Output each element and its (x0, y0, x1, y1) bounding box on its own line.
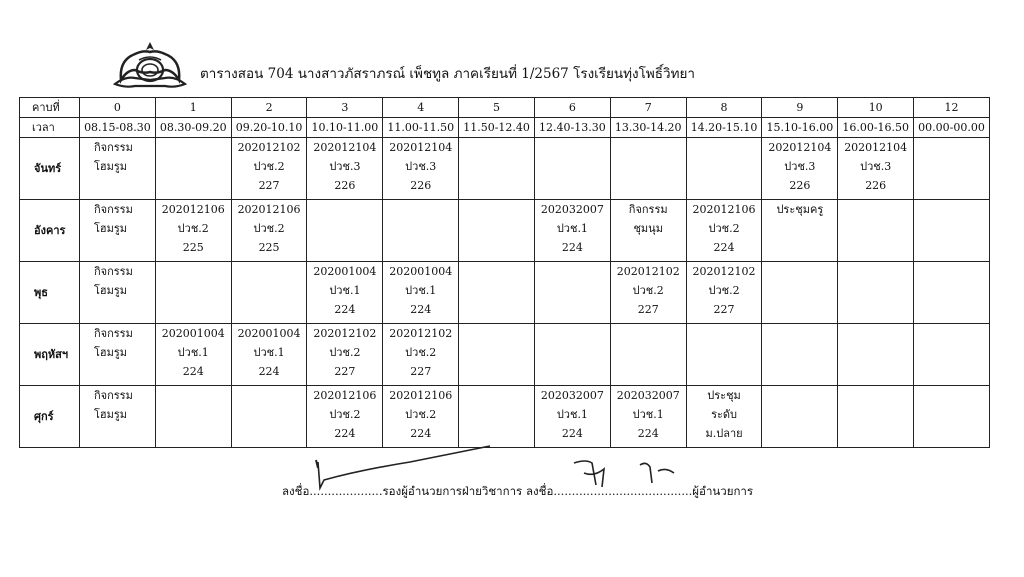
cell-line: ปวช.2 (632, 284, 664, 297)
cell-line: 227 (334, 365, 356, 378)
schedule-cell (610, 138, 686, 200)
cell-line: กิจกรรม (94, 327, 133, 340)
cell-line: 224 (334, 427, 356, 440)
sign-prefix: ลงชื่อ (526, 484, 554, 498)
vice-director-sign-line (282, 483, 522, 501)
cell-line: 202012102 (313, 327, 377, 340)
schedule-cell (383, 262, 459, 324)
schedule-cell (686, 324, 762, 386)
schedule-cell (383, 324, 459, 386)
time-slot: 09.20-10.10 (231, 118, 307, 138)
schedule-cell (231, 386, 307, 448)
cell-line: ปวช.3 (329, 160, 361, 173)
schedule-cell (155, 386, 231, 448)
school-logo-icon (113, 40, 187, 90)
director-sign-line (526, 483, 753, 501)
cell-line: 224 (410, 303, 432, 316)
cell-line: ปวช.1 (405, 284, 437, 297)
cell-line: ปวช.1 (177, 346, 209, 359)
schedule-cell (838, 324, 914, 386)
schedule-cell (231, 262, 307, 324)
schedule-cell (762, 262, 838, 324)
schedule-cell (914, 138, 990, 200)
period-number: 3 (307, 98, 383, 118)
cell-line: ปวช.3 (860, 160, 892, 173)
cell-line: 224 (561, 241, 583, 254)
schedule-cell (914, 324, 990, 386)
time-slot: 10.10-11.00 (307, 118, 383, 138)
cell-line: 226 (334, 179, 356, 192)
cell-line: 227 (637, 303, 659, 316)
time-slot: 13.30-14.20 (610, 118, 686, 138)
schedule-cell (383, 138, 459, 200)
schedule-cell (762, 200, 838, 262)
cell-line: 202012102 (237, 141, 301, 154)
period-number: 10 (838, 98, 914, 118)
cell-line: ปวช.1 (632, 408, 664, 421)
cell-line: 226 (865, 179, 887, 192)
schedule-cell (459, 324, 535, 386)
cell-line: 224 (182, 365, 204, 378)
schedule-cell (914, 200, 990, 262)
schedule-cell (838, 262, 914, 324)
schedule-cell (459, 200, 535, 262)
sign-dots: .................... (309, 484, 383, 498)
cell-line: 224 (334, 303, 356, 316)
period-number: 8 (686, 98, 762, 118)
table-row (20, 200, 990, 262)
cell-line: ปวช.1 (329, 284, 361, 297)
cell-line: โฮมรูม (94, 222, 128, 235)
cell-line: 224 (410, 427, 432, 440)
schedule-cell (307, 262, 383, 324)
day-name: อังคาร (20, 200, 80, 262)
director-role: ผู้อำนวยการ (692, 484, 754, 498)
period-label: คาบที่ (20, 98, 80, 118)
cell-line: 202012104 (389, 141, 453, 154)
schedule-cell (231, 200, 307, 262)
table-row (20, 262, 990, 324)
cell-line: โฮมรูม (94, 408, 128, 421)
cell-line: 202001004 (389, 265, 453, 278)
time-header-row (20, 118, 990, 138)
schedule-cell (762, 386, 838, 448)
schedule-cell (534, 386, 610, 448)
cell-line: ปวช.2 (253, 160, 285, 173)
timetable (19, 97, 990, 448)
schedule-cell (914, 386, 990, 448)
period-number: 12 (914, 98, 990, 118)
sign-prefix: ลงชื่อ (282, 484, 310, 498)
cell-line: ปวช.3 (784, 160, 816, 173)
schedule-cell (534, 200, 610, 262)
time-slot: 08.15-08.30 (80, 118, 156, 138)
schedule-cell (155, 262, 231, 324)
cell-line: 224 (637, 427, 659, 440)
cell-line: โฮมรูม (94, 284, 128, 297)
time-slot: 16.00-16.50 (838, 118, 914, 138)
schedule-cell (80, 138, 156, 200)
cell-line: กิจกรรม (94, 389, 133, 402)
cell-line: 202032007 (540, 389, 604, 402)
cell-line: ชุมนุม (633, 222, 663, 235)
cell-line: 202012106 (237, 203, 301, 216)
schedule-cell (914, 262, 990, 324)
cell-line: 227 (410, 365, 432, 378)
schedule-cell (686, 262, 762, 324)
cell-line: 202001004 (237, 327, 301, 340)
day-name: พฤหัสฯ (20, 324, 80, 386)
cell-line: ปวช.2 (329, 408, 361, 421)
cell-line: กิจกรรม (628, 203, 668, 216)
schedule-cell (838, 200, 914, 262)
cell-line: 227 (258, 179, 280, 192)
cell-line: กิจกรรม (94, 203, 133, 216)
cell-line: ปวช.2 (253, 222, 285, 235)
cell-line: ปวช.2 (329, 346, 361, 359)
cell-line: ปวช.1 (253, 346, 285, 359)
schedule-cell (534, 262, 610, 324)
schedule-cell (459, 138, 535, 200)
schedule-cell (686, 200, 762, 262)
table-row (20, 386, 990, 448)
cell-line: ประชุม (707, 389, 741, 402)
schedule-cell (459, 262, 535, 324)
cell-line: 202001004 (161, 327, 225, 340)
day-name: พุธ (20, 262, 80, 324)
time-slot: 14.20-15.10 (686, 118, 762, 138)
cell-line: 202001004 (313, 265, 377, 278)
period-number: 2 (231, 98, 307, 118)
page-title: ตารางสอน 704 นางสาวภัสราภรณ์ เพ็ชทูล ภาคเรียนที่ 1/2567 โรงเรียนทุ่งโพธิ์วิทยา (200, 66, 696, 82)
cell-line: ม.ปลาย (705, 427, 743, 440)
cell-line: 225 (182, 241, 204, 254)
cell-line: 202012106 (161, 203, 225, 216)
schedule-cell (610, 386, 686, 448)
cell-line: 202012106 (313, 389, 377, 402)
cell-line: ปวช.1 (556, 408, 588, 421)
cell-line: 202012102 (389, 327, 453, 340)
time-slot: 15.10-16.00 (762, 118, 838, 138)
cell-line: ปวช.2 (405, 408, 437, 421)
cell-line: 202012106 (389, 389, 453, 402)
table-row (20, 324, 990, 386)
cell-line: โฮมรูม (94, 346, 128, 359)
cell-line: 227 (713, 303, 735, 316)
schedule-cell (80, 386, 156, 448)
schedule-cell (534, 138, 610, 200)
period-number: 6 (534, 98, 610, 118)
cell-line: ปวช.3 (405, 160, 437, 173)
day-name: ศุกร์ (20, 386, 80, 448)
period-number: 7 (610, 98, 686, 118)
schedule-cell (307, 324, 383, 386)
time-slot: 08.30-09.20 (155, 118, 231, 138)
schedule-cell (610, 200, 686, 262)
cell-line: ปวช.2 (405, 346, 437, 359)
cell-line: 224 (258, 365, 280, 378)
cell-line: 202032007 (540, 203, 604, 216)
schedule-cell (762, 324, 838, 386)
cell-line: ปวช.1 (556, 222, 588, 235)
schedule-cell (231, 324, 307, 386)
cell-line: 202012106 (692, 203, 756, 216)
cell-line: 202012102 (692, 265, 756, 278)
cell-line: 224 (561, 427, 583, 440)
period-number: 4 (383, 98, 459, 118)
cell-line: ระดับ (711, 408, 738, 421)
cell-line: ประชุมครู (776, 203, 824, 216)
schedule-cell (383, 386, 459, 448)
cell-line: กิจกรรม (94, 265, 133, 278)
schedule-cell (610, 262, 686, 324)
cell-line: 202012104 (768, 141, 832, 154)
period-number: 1 (155, 98, 231, 118)
period-number: 5 (459, 98, 535, 118)
vice-director-role: รองผู้อำนวยการฝ่ายวิชาการ (382, 484, 523, 498)
cell-line: 226 (789, 179, 811, 192)
schedule-cell (80, 200, 156, 262)
time-slot: 12.40-13.30 (534, 118, 610, 138)
period-header-row (20, 98, 990, 118)
cell-line: กิจกรรม (94, 141, 133, 154)
sign-dots: ...................................... (553, 484, 693, 498)
schedule-cell (307, 138, 383, 200)
cell-line: ปวช.2 (177, 222, 209, 235)
cell-line: โฮมรูม (94, 160, 128, 173)
period-number: 0 (80, 98, 156, 118)
cell-line: 202012104 (844, 141, 908, 154)
schedule-cell (610, 324, 686, 386)
cell-line: 202012104 (313, 141, 377, 154)
table-row (20, 138, 990, 200)
cell-line: 224 (713, 241, 735, 254)
time-label: เวลา (20, 118, 80, 138)
cell-line: ปวช.2 (708, 284, 740, 297)
time-slot: 11.50-12.40 (459, 118, 535, 138)
schedule-cell (80, 324, 156, 386)
schedule-cell (155, 138, 231, 200)
cell-line: 225 (258, 241, 280, 254)
schedule-cell (80, 262, 156, 324)
schedule-cell (686, 386, 762, 448)
cell-line: 202032007 (616, 389, 680, 402)
schedule-cell (686, 138, 762, 200)
schedule-cell (231, 138, 307, 200)
schedule-cell (155, 200, 231, 262)
schedule-cell (762, 138, 838, 200)
day-name: จันทร์ (20, 138, 80, 200)
period-number: 9 (762, 98, 838, 118)
schedule-cell (838, 386, 914, 448)
schedule-cell (459, 386, 535, 448)
time-slot: 11.00-11.50 (383, 118, 459, 138)
cell-line: 202012102 (616, 265, 680, 278)
schedule-cell (383, 200, 459, 262)
time-slot: 00.00-00.00 (914, 118, 990, 138)
schedule-cell (155, 324, 231, 386)
cell-line: 226 (410, 179, 432, 192)
schedule-cell (534, 324, 610, 386)
cell-line: ปวช.2 (708, 222, 740, 235)
schedule-cell (307, 386, 383, 448)
schedule-cell (307, 200, 383, 262)
schedule-cell (838, 138, 914, 200)
